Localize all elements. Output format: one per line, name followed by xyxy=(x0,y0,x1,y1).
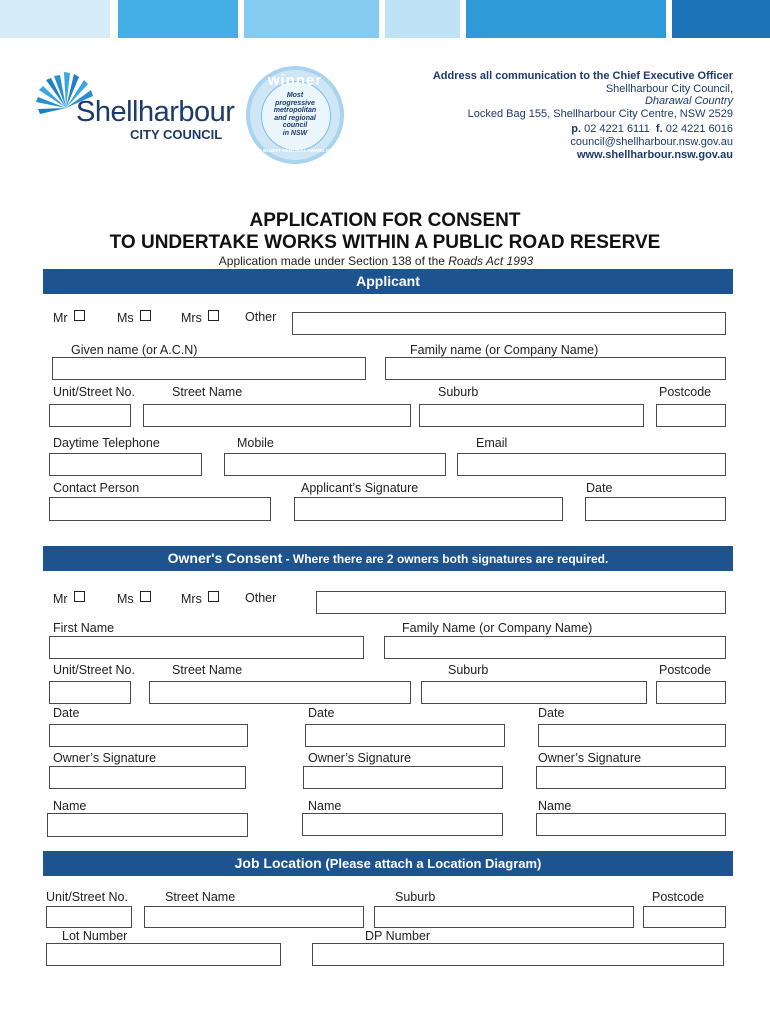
logo-name-sub: CITY COUNCIL xyxy=(130,127,223,142)
council-logo xyxy=(34,68,239,148)
logo-name-main: Shellharbour xyxy=(76,96,235,128)
owner-mrs-checkbox[interactable] xyxy=(208,591,219,602)
title-mrs: Mrs xyxy=(181,310,219,325)
owner1-name-label: Name xyxy=(53,799,87,813)
job-unit-street-no-label: Unit/Street No. xyxy=(46,890,128,904)
applicant-mobile-field[interactable] xyxy=(224,453,446,476)
council-address xyxy=(433,70,733,161)
suburb-label: Suburb xyxy=(438,385,479,399)
mobile-label: Mobile xyxy=(237,436,274,450)
applicant-date-field[interactable] xyxy=(585,497,726,521)
owner-suburb-label: Suburb xyxy=(448,663,489,677)
owner-title-mr: Mr xyxy=(53,591,85,606)
owner3-signature-label: Owner’s Signature xyxy=(538,751,642,765)
mrs-checkbox[interactable] xyxy=(208,310,219,321)
owner-title-ms: Ms xyxy=(117,591,151,606)
dp-number-label: DP Number xyxy=(365,929,431,943)
family-name-label: Family name (or Company Name) xyxy=(410,343,599,357)
owner2-name-field[interactable] xyxy=(302,813,503,836)
owner-first-name-field[interactable] xyxy=(49,636,364,659)
applicant-given-name-field[interactable] xyxy=(52,357,366,380)
owner-family-name-field[interactable] xyxy=(384,636,726,659)
title-ms: Ms xyxy=(117,310,151,325)
job-street-name-field[interactable] xyxy=(144,906,364,928)
job-suburb-field[interactable] xyxy=(374,906,634,928)
owner-postcode-field[interactable] xyxy=(656,681,726,704)
applicant-street-name-field[interactable] xyxy=(143,404,411,427)
owner3-signature-field[interactable] xyxy=(536,766,726,789)
job-postcode-label: Postcode xyxy=(652,890,705,904)
postcode-label: Postcode xyxy=(659,385,712,399)
applicant-signature-field[interactable] xyxy=(294,497,563,521)
owner-postcode-label: Postcode xyxy=(659,663,712,677)
title-mr: Mr xyxy=(53,310,85,325)
applicant-postcode-field[interactable] xyxy=(656,404,726,427)
ms-checkbox[interactable] xyxy=(140,310,151,321)
applicant-suburb-field[interactable] xyxy=(419,404,644,427)
owner-mr-checkbox[interactable] xyxy=(74,591,85,602)
address-line-2: Shellharbour City Council, xyxy=(605,82,733,95)
owner-unit-street-no-label: Unit/Street No. xyxy=(53,663,135,677)
dp-number-field[interactable] xyxy=(312,943,724,966)
owner1-signature-label: Owner’s Signature xyxy=(53,751,157,765)
owner3-name-label: Name xyxy=(538,799,572,813)
job-suburb-label: Suburb xyxy=(395,890,436,904)
phone-number: 02 4221 6111 xyxy=(584,123,650,136)
council-website[interactable]: www.shellharbour.nsw.gov.au xyxy=(576,148,733,161)
applicant-telephone-field[interactable] xyxy=(49,453,202,476)
address-line-4: Locked Bag 155, Shellharbour City Centre, NSW 2529 xyxy=(467,107,733,120)
contact-numbers: p. 02 4221 6111 f. 02 4221 6016 xyxy=(571,123,733,136)
job-street-name-label: Street Name xyxy=(165,890,236,904)
owner3-name-field[interactable] xyxy=(536,813,726,836)
owner1-name-field[interactable] xyxy=(47,813,248,837)
title-line-1: APPLICATION FOR CONSENT xyxy=(249,210,521,231)
applicant-date-label: Date xyxy=(586,481,613,495)
job-unit-street-no-field[interactable] xyxy=(46,906,132,928)
title-line-2: TO UNDERTAKE WORKS WITHIN A PUBLIC ROAD RESERVE xyxy=(109,232,661,253)
owner1-date-field[interactable] xyxy=(49,724,248,747)
owner-unit-street-no-field[interactable] xyxy=(49,681,131,704)
owner-ms-checkbox[interactable] xyxy=(140,591,151,602)
applicant-signature-label: Applicant’s Signature xyxy=(301,481,419,495)
given-name-label: Given name (or A.C.N) xyxy=(71,343,198,357)
applicant-other-title-field[interactable] xyxy=(292,312,726,335)
owner-other-title-field[interactable] xyxy=(316,591,726,614)
badge-winner-text: winner xyxy=(267,72,323,89)
lot-number-label: Lot Number xyxy=(62,929,128,943)
contact-person-label: Contact Person xyxy=(53,481,140,495)
owner2-date-label: Date xyxy=(308,706,335,720)
owner2-signature-field[interactable] xyxy=(303,766,503,789)
daytime-telephone-label: Daytime Telephone xyxy=(53,436,160,450)
act-name: Roads Act 1993 xyxy=(448,254,534,268)
street-name-label: Street Name xyxy=(172,385,243,399)
owner-title-mrs: Mrs xyxy=(181,591,219,606)
owners-consent-note: - Where there are 2 owners both signatures are required. xyxy=(282,552,609,566)
job-location-section-header: Job Location (Please attach a Location Diagram) xyxy=(43,851,733,876)
owner2-date-field[interactable] xyxy=(305,724,505,747)
owner-title-other-label: Other xyxy=(245,591,277,605)
address-line-1: Address all communication to the Chief Executive Officer xyxy=(432,70,733,82)
owner3-date-label: Date xyxy=(538,706,565,720)
unit-street-no-label: Unit/Street No. xyxy=(53,385,135,399)
owner1-date-label: Date xyxy=(53,706,80,720)
email-label: Email xyxy=(476,436,508,450)
owner-street-name-label: Street Name xyxy=(172,663,243,677)
owner2-name-label: Name xyxy=(308,799,342,813)
address-line-3: Dharawal Country xyxy=(644,95,733,108)
applicant-unit-street-no-field[interactable] xyxy=(49,404,131,427)
owner-family-name-label: Family Name (or Company Name) xyxy=(402,621,593,635)
owner-suburb-field[interactable] xyxy=(421,681,647,704)
job-postcode-field[interactable] xyxy=(643,906,726,928)
applicant-email-field[interactable] xyxy=(457,453,726,476)
owner1-signature-field[interactable] xyxy=(49,766,246,789)
council-email[interactable]: council@shellharbour.nsw.gov.au xyxy=(570,135,733,148)
title-other-label: Other xyxy=(245,310,277,324)
owner-first-name-label: First Name xyxy=(53,621,115,635)
winner-award-badge xyxy=(246,66,344,164)
owner-street-name-field[interactable] xyxy=(149,681,411,704)
job-location-note: (Please attach a Location Diagram) xyxy=(321,856,542,871)
fax-number: 02 4221 6016 xyxy=(665,123,733,136)
page-title xyxy=(0,210,770,254)
mr-checkbox[interactable] xyxy=(74,310,85,321)
top-decorative-bar xyxy=(0,0,770,38)
title-subtitle: Application made under Section 138 of the Roads Act 1993 xyxy=(218,254,534,268)
badge-body: Most progressive metropolitan and regional council in NSW xyxy=(273,92,317,137)
badge-ring-text: A R BLUETT MEMORIAL AWARD 2018 xyxy=(254,148,336,153)
applicant-contact-person-field[interactable] xyxy=(49,497,271,521)
owner2-signature-label: Owner’s Signature xyxy=(308,751,412,765)
owners-consent-section-header: Owner's Consent - Where there are 2 owners both signatures are required. xyxy=(43,546,733,571)
owner3-date-field[interactable] xyxy=(538,724,726,747)
lot-number-field[interactable] xyxy=(46,943,281,966)
applicant-section-header: Applicant xyxy=(43,269,733,294)
applicant-family-name-field[interactable] xyxy=(385,357,726,380)
